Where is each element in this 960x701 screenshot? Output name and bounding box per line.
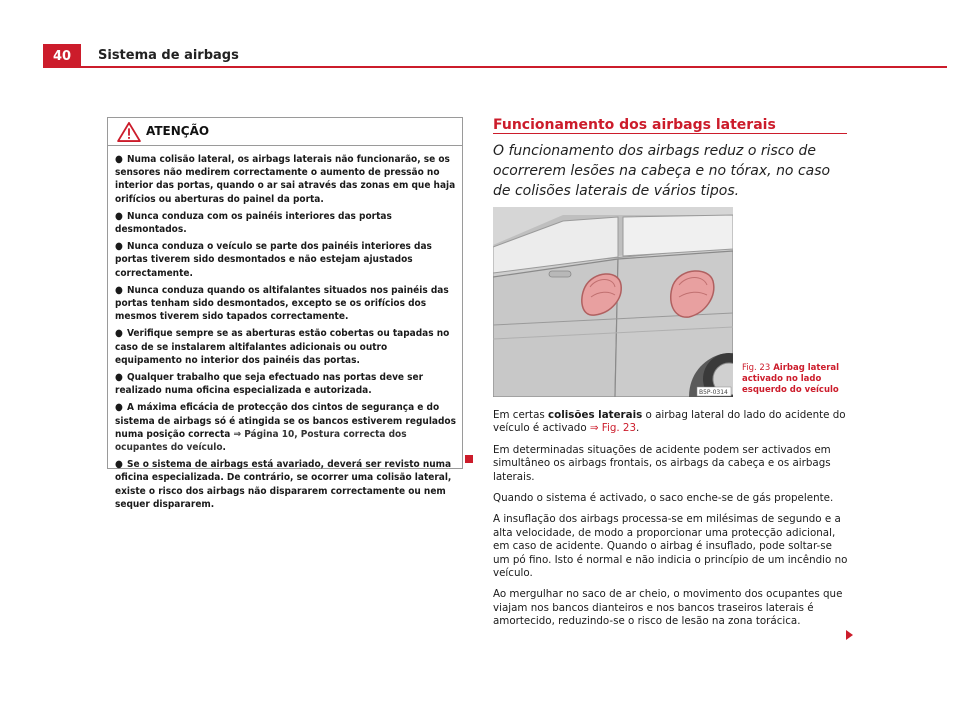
continue-arrow-icon bbox=[846, 630, 853, 640]
paragraph: Em determinadas situações de acidente podem ser activados em simultâneo os airbags frontais, os airbags da cabeça e os airbags laterais. bbox=[493, 443, 831, 483]
section-intro: O funcionamento dos airbags reduz o risco de ocorrerem lesões na cabeça e no tórax, no caso de colisões laterais de vários tipos. bbox=[493, 143, 831, 199]
warning-header bbox=[108, 118, 462, 146]
warning-list bbox=[108, 146, 462, 511]
page-number: 40 bbox=[43, 44, 81, 68]
figure-code: B5P-0314 bbox=[699, 389, 728, 396]
paragraph: A insuflação dos airbags processa-se em milésimas de segundo e a alta velocidade, de modo a proporcionar uma protecção adicional, em caso de acidente. Quando o airbag é insuflado, pode soltar-se um pó fino. Isto é normal e não indicia o princípio de um incêndio no veículo. bbox=[493, 513, 848, 580]
figure-reference-link[interactable]: ⇒ Fig. 23 bbox=[589, 422, 637, 435]
header-divider bbox=[81, 66, 947, 68]
bold-term: colisões laterais bbox=[548, 409, 643, 421]
paragraph: Em certas colisões laterais o airbag lateral do lado do acidente do veículo é activado ⇒ Fig. 23. bbox=[493, 409, 846, 435]
figure-caption-text: Airbag lateral activado no lado esquerdo do veículo bbox=[742, 363, 840, 395]
section-end-mark bbox=[465, 455, 473, 463]
section-divider bbox=[493, 133, 847, 134]
warning-title: ATENÇÃO bbox=[146, 124, 210, 138]
warning-box bbox=[107, 117, 463, 510]
warning-item: ● Nunca conduza quando os altifalantes situados nos painéis das portas tenham sido desmontados, excepto se os orifícios dos mesmos tiverem sido tapados correctamente. bbox=[115, 284, 449, 323]
xref-arrow: ⇒ bbox=[233, 428, 242, 440]
figure-side-airbag bbox=[493, 207, 733, 397]
figure-caption bbox=[742, 363, 852, 396]
warning-item: ● Qualquer trabalho que seja efectuado nas portas deve ser realizado numa oficina especializada e autorizada. bbox=[115, 372, 424, 397]
page-reference-link[interactable]: Página 10, Postura correcta dos ocupantes do veículo bbox=[115, 428, 407, 454]
warning-triangle-icon bbox=[116, 122, 142, 142]
body-text bbox=[493, 409, 849, 637]
warning-item: ● Verifique sempre se as aberturas estão cobertas ou tapadas no caso de se instalarem altifalantes adicionais ou outro equipamento no interior dos painéis das portas. bbox=[115, 328, 450, 366]
warning-item: ● Nunca conduza o veículo se parte dos painéis interiores das portas tiverem sido desmontados e não estejam ajustados correctamente. bbox=[115, 241, 432, 279]
warning-item: ● Numa colisão lateral, os airbags laterais não funcionarão, se os sensores não medirem correctamente o aumento de pressão no interior das portas, quando o ar sai através das zonas em que haja orifícios ou aberturas do painel da porta. bbox=[115, 154, 456, 205]
warning-item: ● A máxima eficácia de protecção dos cintos de segurança e do sistema de airbags só é atingida se os bancos estiverem regulados numa posição correcta ⇒ Página 10, Postura correcta dos ocupantes do veículo. bbox=[115, 402, 456, 454]
figure-label: Fig. 23 bbox=[742, 363, 771, 373]
warning-item: ● Se o sistema de airbags está avariado, deverá ser revisto numa oficina especializada. De contrário, se ocorrer uma colisão lateral, existe o risco dos airbags não dispararem correctamente ou nem sequer dispararem. bbox=[115, 459, 452, 510]
car-side-illustration bbox=[493, 207, 733, 397]
paragraph: Ao mergulhar no saco de ar cheio, o movimento dos ocupantes que viajam nos bancos dianteiros e nos bancos traseiros laterais é amortecido, reduzindo-se o risco de lesão na zona torácica. bbox=[493, 588, 843, 628]
paragraph: Quando o sistema é activado, o saco enche-se de gás propelente. bbox=[493, 492, 834, 505]
section-title: Funcionamento dos airbags laterais bbox=[493, 117, 776, 133]
warning-item: ● Nunca conduza com os painéis interiores das portas desmontados. bbox=[115, 210, 392, 236]
page-header-title: Sistema de airbags bbox=[98, 48, 239, 63]
